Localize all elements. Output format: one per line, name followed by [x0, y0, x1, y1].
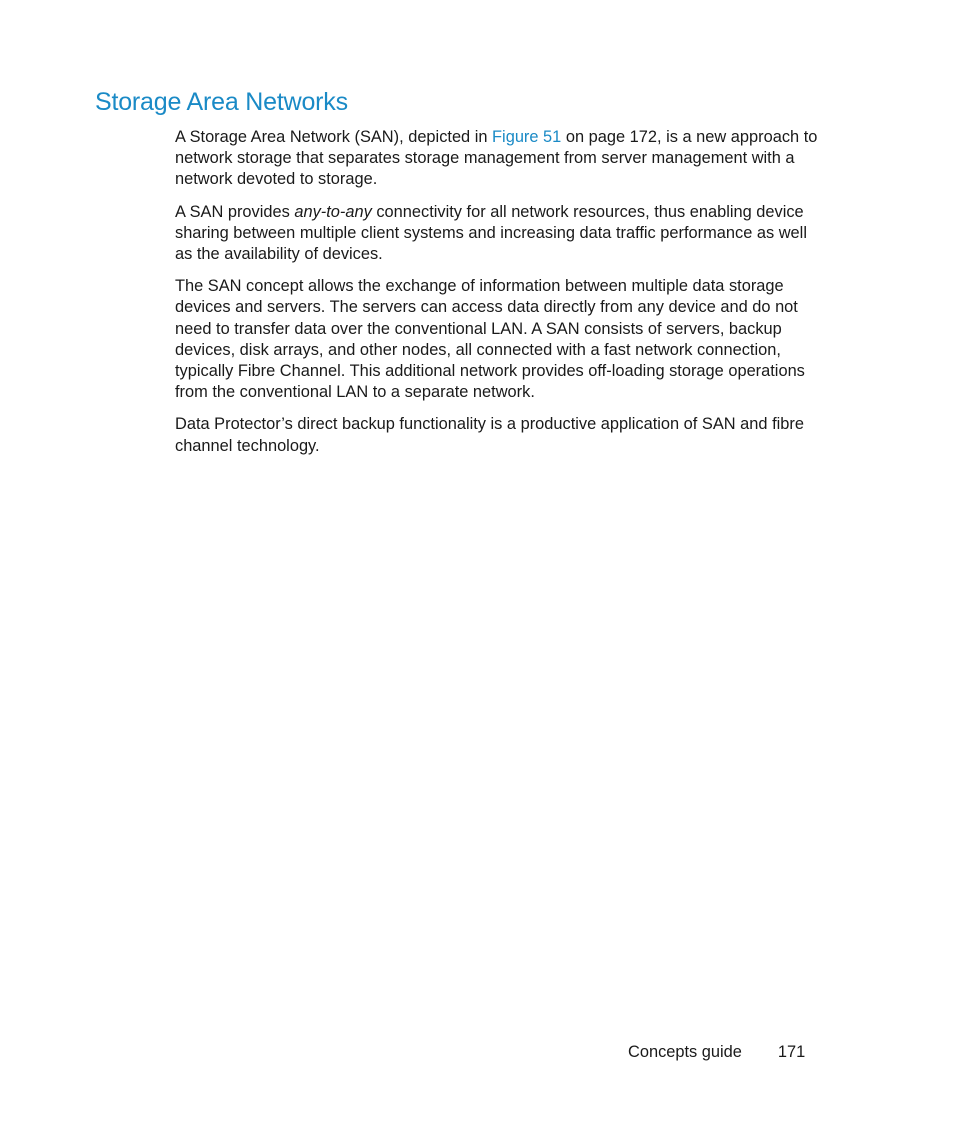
figure-51-link[interactable]: Figure 51 — [492, 128, 562, 146]
paragraph-direct-backup: Data Protector’s direct backup functionality is a productive application of SAN and fibre channel technology. — [175, 415, 804, 455]
paragraph-text: A Storage Area Network (SAN), depicted in — [175, 128, 493, 146]
paragraph-san-connectivity — [175, 202, 825, 266]
footer-guide-name: Concepts guide — [628, 1043, 742, 1061]
section-body — [175, 127, 825, 468]
section-title: Storage Area Networks — [95, 88, 348, 116]
paragraph-text: on page 172, is a new approach to network storage that separates storage management from server management with a network devoted to storage. — [175, 128, 818, 189]
page-footer — [628, 1041, 805, 1063]
paragraph-san-definition — [175, 127, 825, 191]
paragraph-san-concept: The SAN concept allows the exchange of information between multiple data storage devices and servers. The servers can access data directly from any device and do not need to transfer data over the conventional LAN. A SAN consists of servers, backup devices, disk arrays, and other nodes, all connected with a fast network connection, typically Fibre Channel. This additional network provides off-loading storage operations from the conventional LAN to a separate network. — [175, 277, 805, 402]
emphasized-term: any-to-any — [294, 202, 372, 221]
paragraph-text: connectivity for all network resources, thus enabling device sharing between multiple client systems and increasing data traffic performance as well as the availability of devices. — [175, 202, 807, 264]
paragraph-text: A SAN provides — [175, 202, 295, 221]
footer-page-number: 171 — [777, 1043, 806, 1061]
